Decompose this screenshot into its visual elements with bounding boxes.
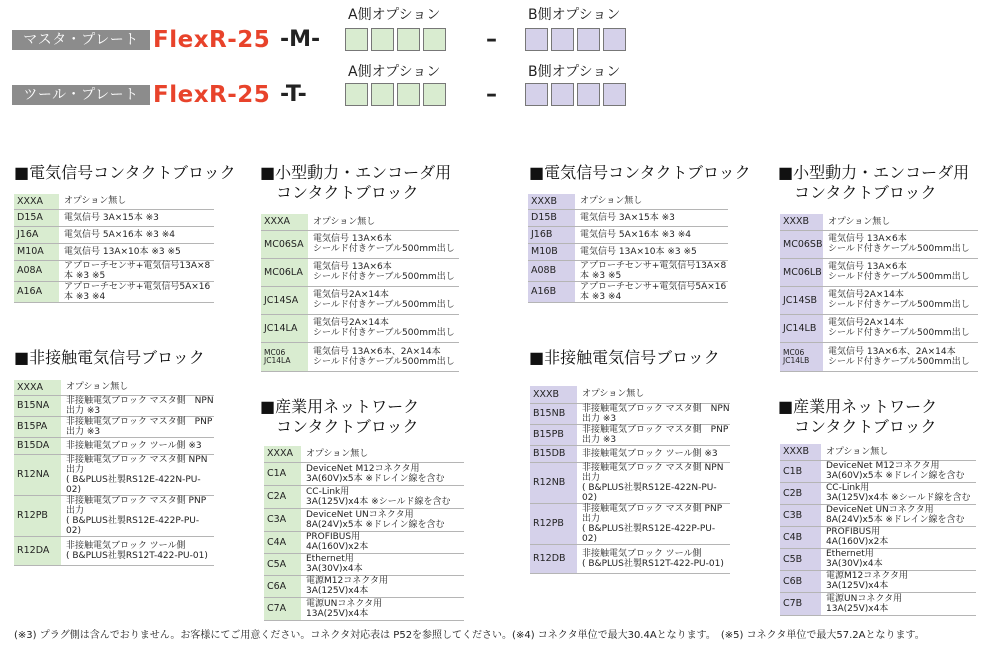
option-code: B15NA	[14, 395, 61, 416]
option-description: PROFIBUS用 4A(160V)x2本	[301, 531, 464, 553]
option-description: 電気信号2A×14本 シールド付きケーブル500mm出し	[823, 286, 978, 314]
master-plate-label: マスタ・プレート	[12, 30, 150, 50]
table-row	[264, 597, 464, 620]
option-code: J16A	[14, 226, 59, 243]
product-logo: FlexR-25	[153, 27, 271, 53]
table-row	[780, 526, 976, 548]
table-row	[14, 281, 214, 302]
option-description: 電気信号 3A×15本 ※3	[59, 209, 214, 226]
option-code: C5A	[264, 553, 301, 575]
table-row	[530, 424, 730, 445]
option-description: 電気信号 13A×10本 ※3 ※5	[575, 243, 728, 260]
a-power-table	[261, 214, 459, 372]
master-suffix: -M-	[280, 27, 321, 52]
option-description: 電気信号 13A×6本 シールド付きケーブル500mm出し	[823, 258, 978, 286]
option-code: JC14LB	[780, 314, 823, 342]
option-description: 電源UNコネクタ用 13A(25V)x4本	[821, 592, 976, 615]
table-row	[780, 444, 976, 460]
option-description: 電気信号 13A×6本、2A×14本 シールド付きケーブル500mm出し	[308, 342, 459, 371]
table-row	[264, 446, 464, 462]
option-code: MC06LB	[780, 258, 823, 286]
option-description: 電気信号 13A×6本 シールド付きケーブル500mm出し	[308, 258, 459, 286]
option-code: B15PB	[530, 424, 577, 445]
table-row	[528, 260, 728, 281]
option-description: 電気信号2A×14本 シールド付きケーブル500mm出し	[308, 314, 459, 342]
option-code: R12DA	[14, 536, 61, 565]
option-description: 電気信号2A×14本 シールド付きケーブル500mm出し	[823, 314, 978, 342]
option-description: 非接触電気ブロック マスタ側 PNP出力 ( B&PLUS社製RS12E-422P-PU-02)	[61, 495, 214, 536]
table-row	[261, 230, 459, 258]
b-power-title: ■小型動力・エンコーダ用 コンタクトブロック	[778, 163, 970, 202]
option-code: A08B	[528, 260, 575, 281]
option-description: DeviceNet M12コネクタ用 3A(60V)x5本 ※ドレイン線を含む	[301, 462, 464, 485]
table-row	[780, 230, 978, 258]
option-description: 電気信号 5A×16本 ※3 ※4	[59, 226, 214, 243]
option-code: B15PA	[14, 416, 61, 437]
option-description: 非接触電気ブロック マスタ側 NPN出力 ※3	[61, 395, 214, 416]
option-code: C3A	[264, 508, 301, 531]
option-code: R12DB	[530, 544, 577, 573]
option-code: JC14SB	[780, 286, 823, 314]
option-code: MC06 JC14LA	[261, 342, 308, 371]
option-code: B15DA	[14, 437, 61, 454]
option-code: C3B	[780, 504, 821, 526]
table-row	[14, 437, 214, 454]
b-option-label: B側オプション	[528, 7, 621, 23]
table-row	[261, 342, 459, 371]
tool-suffix: -T-	[280, 82, 307, 107]
option-separator: –	[486, 27, 497, 52]
option-description: DeviceNet UNコネクタ用 8A(24V)x5本 ※ドレイン線を含む	[821, 504, 976, 526]
table-row	[530, 403, 730, 424]
option-description: アプローチセンサ+電気信号13A×8本 ※3 ※5	[59, 260, 214, 281]
a-option-boxes	[345, 28, 446, 51]
option-description: 非接触電気ブロック ツール側 ( B&PLUS社製RS12T-422-PU-01)	[61, 536, 214, 565]
footnote: (※3) プラグ側は含んでおりません。お客様にてご用意ください。コネクタ対応表は P52を参照してください。(※4) コネクタ単位で最大30.4Aとなります。 (※5) コネクタ単位で最大57.2Aとなります。	[14, 630, 925, 641]
option-code: C2A	[264, 485, 301, 508]
option-code: A08A	[14, 260, 59, 281]
option-description: 電気信号 13A×6本、2A×14本 シールド付きケーブル500mm出し	[823, 342, 978, 371]
table-row	[261, 314, 459, 342]
a-noncontact-title: ■非接触電気信号ブロック	[14, 348, 205, 367]
option-code: XXXA	[264, 446, 301, 462]
option-description: 電気信号 3A×15本 ※3	[575, 209, 728, 226]
option-description: 非接触電気ブロック マスタ側 NPN出力 ( B&PLUS社製RS12E-422N-PU-02)	[61, 454, 214, 495]
option-code: C1A	[264, 462, 301, 485]
option-code: M10B	[528, 243, 575, 260]
table-row	[14, 416, 214, 437]
b-network-title: ■産業用ネットワーク コンタクトブロック	[778, 397, 938, 436]
tool-plate-label: ツール・プレート	[12, 85, 150, 105]
option-code: MC06SA	[261, 230, 308, 258]
table-row	[14, 536, 214, 565]
option-description: アプローチセンサ+電気信号5A×16本 ※3 ※4	[575, 281, 728, 302]
table-row	[264, 485, 464, 508]
option-description: オプション無し	[308, 214, 459, 230]
table-row	[530, 386, 730, 403]
option-code: MC06SB	[780, 230, 823, 258]
option-code: R12NB	[530, 462, 577, 503]
table-row	[780, 548, 976, 570]
a-option-label: A側オプション	[348, 64, 441, 80]
option-code: C4B	[780, 526, 821, 548]
table-row	[14, 260, 214, 281]
table-row	[780, 570, 976, 592]
table-row	[264, 575, 464, 597]
option-code: XXXA	[14, 380, 61, 395]
option-code: C6B	[780, 570, 821, 592]
table-row	[14, 380, 214, 395]
table-row	[14, 454, 214, 495]
option-description: 非接触電気ブロック マスタ側 PNP出力 ※3	[577, 424, 730, 445]
table-row	[14, 395, 214, 416]
option-code: C5B	[780, 548, 821, 570]
option-code: C1B	[780, 460, 821, 482]
option-description: 非接触電気ブロック マスタ側 NPN出力 ( B&PLUS社製RS12E-422N-PU-02)	[577, 462, 730, 503]
table-row	[530, 544, 730, 573]
option-code: C4A	[264, 531, 301, 553]
table-row	[528, 281, 728, 302]
option-code: XXXA	[14, 194, 59, 209]
option-description: 非接触電気ブロック マスタ側 NPN出力 ※3	[577, 403, 730, 424]
table-row	[780, 460, 976, 482]
table-row	[780, 314, 978, 342]
option-code: C7B	[780, 592, 821, 615]
option-code: MC06 JC14LB	[780, 342, 823, 371]
option-code: B15DB	[530, 445, 577, 462]
option-description: 非接触電気ブロック ツール側 ※3	[577, 445, 730, 462]
option-description: PROFIBUS用 4A(160V)x2本	[821, 526, 976, 548]
table-row	[14, 495, 214, 536]
option-code: MC06LA	[261, 258, 308, 286]
option-code: R12PB	[530, 503, 577, 544]
table-row	[530, 462, 730, 503]
option-code: J16B	[528, 226, 575, 243]
option-description: オプション無し	[59, 194, 214, 209]
table-row	[780, 342, 978, 371]
table-row	[14, 226, 214, 243]
table-row	[530, 503, 730, 544]
option-code: M10A	[14, 243, 59, 260]
table-row	[14, 194, 214, 209]
table-row	[780, 286, 978, 314]
option-separator: –	[486, 82, 497, 107]
option-description: 非接触電気ブロック マスタ側 PNP出力 ※3	[61, 416, 214, 437]
option-description: CC-Link用 3A(125V)x4本 ※シールド線を含む	[821, 482, 976, 504]
option-code: XXXB	[780, 214, 823, 230]
option-description: 電気信号 13A×10本 ※3 ※5	[59, 243, 214, 260]
table-row	[261, 286, 459, 314]
table-row	[528, 209, 728, 226]
option-description: アプローチセンサ+電気信号5A×16本 ※3 ※4	[59, 281, 214, 302]
table-row	[261, 258, 459, 286]
option-code: C7A	[264, 597, 301, 620]
b-option-label: B側オプション	[528, 64, 621, 80]
option-code: D15A	[14, 209, 59, 226]
a-noncontact-table	[14, 380, 214, 566]
b-noncontact-table	[530, 386, 730, 574]
b-signal-title: ■電気信号コンタクトブロック	[529, 163, 751, 182]
table-row	[528, 194, 728, 209]
table-row	[264, 553, 464, 575]
option-description: オプション無し	[821, 444, 976, 460]
b-signal-table	[528, 194, 728, 303]
option-description: 非接触電気ブロック ツール側 ※3	[61, 437, 214, 454]
option-code: D15B	[528, 209, 575, 226]
option-code: C2B	[780, 482, 821, 504]
option-description: DeviceNet UNコネクタ用 8A(24V)x5本 ※ドレイン線を含む	[301, 508, 464, 531]
table-row	[264, 462, 464, 485]
b-power-table	[780, 214, 978, 372]
a-network-title: ■産業用ネットワーク コンタクトブロック	[260, 397, 420, 436]
table-row	[780, 592, 976, 615]
option-description: オプション無し	[575, 194, 728, 209]
b-noncontact-title: ■非接触電気信号ブロック	[529, 348, 720, 367]
a-option-boxes	[345, 83, 446, 106]
option-description: DeviceNet M12コネクタ用 3A(60V)x5本 ※ドレイン線を含む	[821, 460, 976, 482]
table-row	[780, 258, 978, 286]
a-signal-title: ■電気信号コンタクトブロック	[14, 163, 236, 182]
table-row	[14, 243, 214, 260]
option-code: A16A	[14, 281, 59, 302]
option-code: JC14LA	[261, 314, 308, 342]
option-description: CC-Link用 3A(125V)x4本 ※シールド線を含む	[301, 485, 464, 508]
option-description: 電源M12コネクタ用 3A(125V)x4本	[301, 575, 464, 597]
table-row	[780, 214, 978, 230]
option-description: Ethernet用 3A(30V)x4本	[301, 553, 464, 575]
table-row	[528, 226, 728, 243]
option-description: 電気信号 5A×16本 ※3 ※4	[575, 226, 728, 243]
a-network-table	[264, 446, 464, 621]
option-code: XXXA	[261, 214, 308, 230]
option-code: R12NA	[14, 454, 61, 495]
option-code: JC14SA	[261, 286, 308, 314]
a-option-label: A側オプション	[348, 7, 441, 23]
option-description: オプション無し	[577, 386, 730, 403]
option-description: 電気信号2A×14本 シールド付きケーブル500mm出し	[308, 286, 459, 314]
option-description: Ethernet用 3A(30V)x4本	[821, 548, 976, 570]
option-description: 電気信号 13A×6本 シールド付きケーブル500mm出し	[308, 230, 459, 258]
option-description: 電気信号 13A×6本 シールド付きケーブル500mm出し	[823, 230, 978, 258]
option-description: 電源M12コネクタ用 3A(125V)x4本	[821, 570, 976, 592]
option-description: オプション無し	[301, 446, 464, 462]
option-description: オプション無し	[823, 214, 978, 230]
option-code: R12PB	[14, 495, 61, 536]
option-description: オプション無し	[61, 380, 214, 395]
option-code: XXXB	[528, 194, 575, 209]
option-code: C6A	[264, 575, 301, 597]
table-row	[530, 445, 730, 462]
b-option-boxes	[525, 28, 626, 51]
option-code: XXXB	[530, 386, 577, 403]
b-option-boxes	[525, 83, 626, 106]
option-code: B15NB	[530, 403, 577, 424]
option-code: XXXB	[780, 444, 821, 460]
table-row	[264, 531, 464, 553]
b-network-table	[780, 444, 976, 616]
option-description: 非接触電気ブロック マスタ側 PNP出力 ( B&PLUS社製RS12E-422P-PU-02)	[577, 503, 730, 544]
table-row	[780, 504, 976, 526]
product-logo: FlexR-25	[153, 82, 271, 108]
a-signal-table	[14, 194, 214, 303]
option-description: 電源UNコネクタ用 13A(25V)x4本	[301, 597, 464, 620]
table-row	[780, 482, 976, 504]
table-row	[14, 209, 214, 226]
option-description: 非接触電気ブロック ツール側 ( B&PLUS社製RS12T-422-PU-01)	[577, 544, 730, 573]
option-code: A16B	[528, 281, 575, 302]
table-row	[528, 243, 728, 260]
table-row	[261, 214, 459, 230]
option-description: アプローチセンサ+電気信号13A×8本 ※3 ※5	[575, 260, 728, 281]
table-row	[264, 508, 464, 531]
a-power-title: ■小型動力・エンコーダ用 コンタクトブロック	[260, 163, 452, 202]
